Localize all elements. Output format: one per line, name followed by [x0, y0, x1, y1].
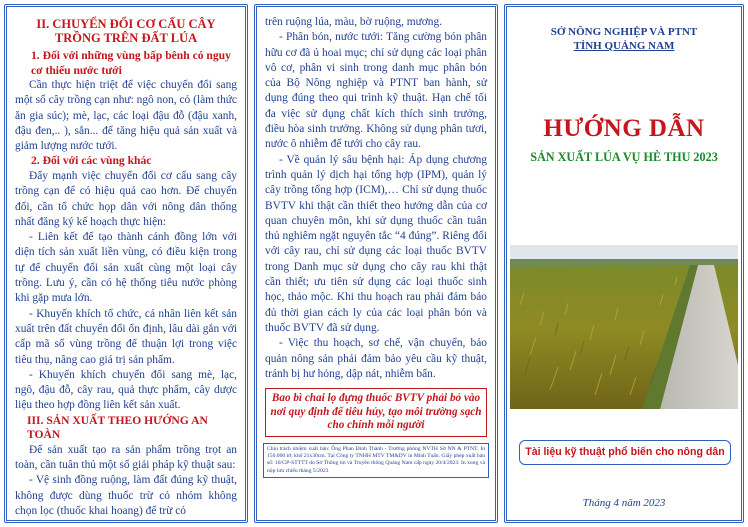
- continued-text: trên ruộng lúa, màu, bờ ruộng, mương.: [265, 16, 443, 28]
- bullet-linkage: - Khuyến khích tổ chức, cá nhân liên kết sản xuất trên đất chuyển đổi ổn định, lâu dài gắn với cấp mã số vùng trồng để thuận lợi trong việc tiêu thụ, nâng cao giá trị sản phẩm.: [15, 307, 237, 366]
- sub-2-title: 2. Đối với các vùng khác: [31, 154, 152, 168]
- panel-cover: [504, 4, 744, 523]
- sub-1-title: 1. Đối với những vùng bấp bênh có nguy cơ thiếu nước tưới: [31, 49, 231, 77]
- bullet-crops: - Khuyến khích chuyển đổi sang mè, lạc, ngô, đậu đỗ, cây rau, quả thực phẩm, cây dược liệu theo hợp đồng liên kết sản xuất.: [15, 368, 237, 412]
- publication-date: Tháng 4 năm 2023: [582, 497, 666, 509]
- sub-2-body: Đẩy mạnh việc chuyển đổi cơ cấu sang cây trồng cạn để có hiệu quả cao hơn. Để chuyển đổi, cần tổ chức họp dân với nông dân thống nhất đăng ký kế hoạch thực hiện:: [15, 169, 237, 228]
- rice-field-photo: [510, 245, 738, 409]
- bullet-fertilizer: - Phân bón, nước tưới: Tăng cường bón phân hữu cơ đã ủ hoai mục; chỉ sử dụng các loại phân vô cơ, phân vi sinh trong danh mục phân bón của Bộ Nông nghiệp và PTNT ban hành, sử dụng đúng theo qui trình kỹ thuật. Hạn chế tối đa việc sử dụng chất kích thích sinh trưởng, điều hòa sinh trưởng. Không sử dụng phân tươi, nước ô nhiễm để tưới cho cây rau.: [265, 31, 487, 151]
- bullet-pest: - Về quản lý sâu bệnh hại: Áp dụng chương trình quản lý dịch hại tổng hợp (IPM), quản lý cây trồng tổng hợp (ICM),… Chỉ sử dụng thuốc BVTV khi thật cần thiết theo hướng dẫn của cơ quan chuyên môn, khi sử dụng thuốc cần tuân thủ nghiêm ngặt nguyên tắc “4 đúng”. Riêng đối với cây rau, chỉ sử dụng các loại thuốc BVTV trong Danh mục sử dụng cho cây rau khi thật cần thiết; ưu tiên sử dụng các loại thuốc sinh học, thảo mộc. Khi thu hoạch rau phải đảm bảo đủ thời gian cách ly của các loại phân bón và thuốc BVTV đã sử dụng.: [265, 153, 487, 334]
- cover-title: HƯỚNG DẪN: [543, 115, 705, 142]
- cover-subtitle: SẢN XUẤT LÚA VỤ HÈ THU 2023: [530, 150, 718, 164]
- panel-left: [4, 4, 248, 523]
- warning-box: Bao bì chai lọ đựng thuốc BVTV phải bỏ vào nơi quy định để tiêu hủy, tạo môi trường sạch cho chính mỗi người: [265, 388, 487, 437]
- rice-field-illustration: [510, 245, 738, 409]
- province-name: TỈNH QUẢNG NAM: [573, 40, 675, 52]
- section-3-body: Để sản xuất tạo ra sản phẩm trồng trọt an toàn, cần tuân thủ một số giải pháp kỹ thuật sau:: [15, 443, 237, 472]
- credit-box: Chịu trách nhiệm xuất bản: Ông Phan Đình Thành - Trưởng phòng NVTH Sở NN & PTNT. In 150.000 tờ; khổ 21x30cm. Tại Công ty TNHH MTV TM&DV in Minh Tuấn. Giấy phép xuất bản số: 10/GP-STTTT do Sở Thông tin và Truyền thông Quảng Nam cấp ngày 20/4/2023. In xong và nộp lưu chiểu tháng 5/2023: [263, 443, 489, 479]
- section-3-title: III. SẢN XUẤT THEO HƯỚNG AN TOÀN: [27, 413, 208, 442]
- panel-middle: [254, 4, 498, 523]
- department-heading: [507, 25, 741, 53]
- bullet-harvest: - Việc thu hoạch, sơ chế, vận chuyển, bảo quản nông sản phải đảm bảo yêu cầu kỹ thuật, tránh bị hư hỏng, dập nát, nhiễm bẩn.: [265, 337, 487, 380]
- sub-1-body: Cần thực hiện triệt để việc chuyển đổi sang một số cây trồng cạn như: ngô non, cỏ (làm thức ăn gia súc); mè, lạc, các loại đậu đỗ (đậu xanh, đậu đen,.. ), sắn... để tăng hiệu quả sản xuất và giảm lượng nước tưới.: [15, 79, 237, 153]
- bullet-cluster: - Liên kết để tạo thành cánh đồng lớn với diện tích sản xuất liền vùng, có điều kiện trong tự để chuyển đổi sản xuất cùng một loại cây trồng. Lưu ý, cần có hệ thống tiêu nước phòng khi gặp mưa lớn.: [15, 231, 237, 305]
- department-name: SỞ NÔNG NGHIỆP VÀ PTNT: [550, 26, 698, 38]
- bullet-field-hygiene: - Vệ sinh đồng ruộng, làm đất đúng kỹ thuật, không được dùng thuốc trừ cỏ nhóm không chọn lọc (thuốc khai hoang) để trừ cỏ: [15, 474, 237, 517]
- section-2-title: II. CHUYỂN ĐỔI CƠ CẤU CÂY TRỒNG TRÊN ĐẤT LÚA: [36, 17, 216, 45]
- cover-banner: Tài liệu kỹ thuật phổ biến cho nông dân: [519, 440, 731, 465]
